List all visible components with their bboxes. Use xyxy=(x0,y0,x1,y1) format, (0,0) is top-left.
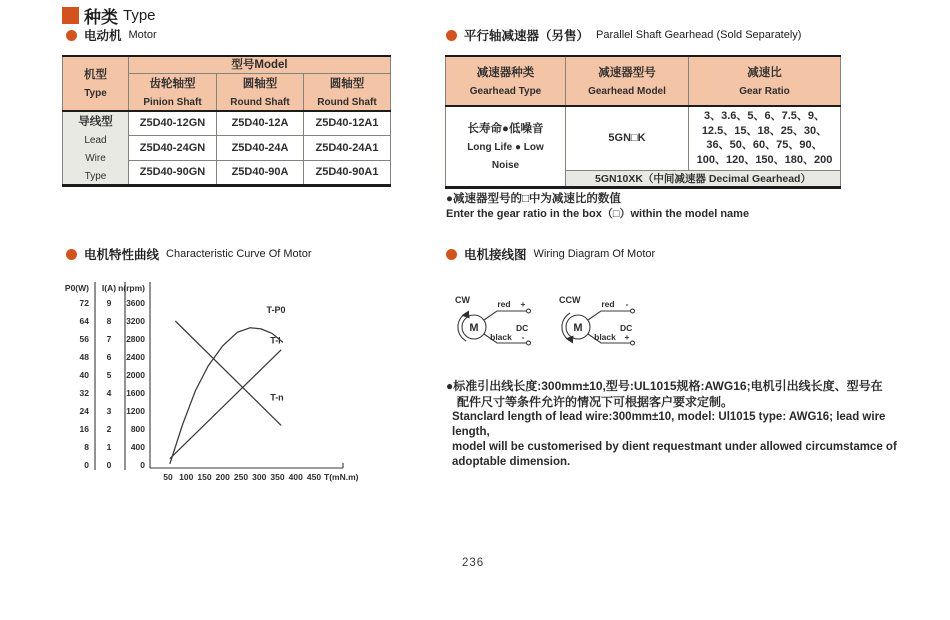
section-title-en: Type xyxy=(123,7,156,24)
y-tick-label: 5 xyxy=(106,370,112,380)
header-pinion-shaft xyxy=(129,73,217,111)
model-cell: Z5D40-90A1 xyxy=(304,160,391,185)
curve-heading xyxy=(66,245,312,263)
bottom-wire-label: black xyxy=(594,332,616,342)
model-cell: Z5D40-24GN xyxy=(129,135,217,160)
row-group-zh: 导线型 xyxy=(78,115,113,128)
x-tick-label: 200 xyxy=(215,472,230,482)
gear-ratio-line: 3、3.6、5、6、7.5、9、 xyxy=(703,110,826,123)
y-tick-label: 1600 xyxy=(126,388,145,398)
x-tick-label: 300 xyxy=(252,472,267,482)
page-number: 236 xyxy=(462,557,485,569)
terminal-icon xyxy=(631,309,635,313)
y-tick-label: 0 xyxy=(140,460,145,470)
header-machine-type-en: Type xyxy=(84,88,107,100)
row-group-en-2: Wire xyxy=(85,152,106,164)
direction-label: CCW xyxy=(559,295,581,305)
header-gear-ratio-en: Gear Ratio xyxy=(739,86,790,97)
series-T-P0 xyxy=(170,328,283,464)
supply-label: DC xyxy=(620,323,633,333)
header-gearhead-type-zh: 减速器种类 xyxy=(476,67,535,79)
y-tick-label: 2 xyxy=(106,424,112,434)
motor-letter: M xyxy=(573,322,583,334)
terminal-icon xyxy=(527,309,531,313)
x-tick-label: 100 xyxy=(179,472,194,482)
wiring-heading-zh: 电机接线图 xyxy=(464,248,527,262)
header-gearhead-type-en: Gearhead Type xyxy=(469,86,542,97)
note-line-en: Stanclard length of lead wire:300mm±10, model: Ul1015 type: AWG16; lead wire length, xyxy=(452,411,886,438)
header-gearhead-type xyxy=(446,56,566,106)
gearhead-heading-zh: 平行轴减速器（另售） xyxy=(464,29,590,43)
rotation-arrowhead-icon xyxy=(566,336,574,344)
y-tick-label: 64 xyxy=(79,316,89,326)
wiring-diagram-svg xyxy=(452,290,662,358)
model-cell: Z5D40-24A1 xyxy=(304,135,391,160)
series-label: T-I xyxy=(270,335,281,346)
gearhead-type-zh: 长寿命●低噪音 xyxy=(467,123,544,136)
x-tick-label: 400 xyxy=(288,472,303,482)
direction-label: CW xyxy=(455,295,470,305)
bottom-polarity: - xyxy=(521,332,525,342)
gear-ratio-cell xyxy=(689,106,841,170)
top-wire-label: red xyxy=(601,299,615,309)
row-group-lead-wire-type xyxy=(63,111,129,186)
orange-bullet-icon xyxy=(446,30,457,41)
series-label: T-P0 xyxy=(266,305,286,316)
gearhead-type-cell xyxy=(446,106,566,187)
y-tick-label: 8 xyxy=(84,442,89,452)
y-tick-label: 8 xyxy=(106,316,112,326)
y-axis-title: I(A) xyxy=(101,283,117,293)
note-line-en: model will be customerised by dient requestmant under allowed circumstamce of xyxy=(452,441,897,453)
curve-heading-zh: 电机特性曲线 xyxy=(84,248,160,262)
header-pinion-shaft-zh: 齿轮轴型 xyxy=(149,77,196,90)
note-line-zh: 配件尺寸等条件允许的情况下可根据客户要求定制。 xyxy=(457,395,734,409)
curve-heading-en: Characteristic Curve Of Motor xyxy=(166,248,312,260)
section-title-zh: 种类 xyxy=(84,8,118,27)
y-tick-label: 2400 xyxy=(126,352,145,362)
x-tick-label: 150 xyxy=(197,472,212,482)
model-cell: Z5D40-12A xyxy=(217,111,304,136)
y-tick-label: 9 xyxy=(106,298,112,308)
orange-bullet-icon xyxy=(66,30,77,41)
bottom-wire-label: black xyxy=(490,332,512,342)
note-line-zh: ●标准引出线长度:300mm±10,型号:UL1015规格:AWG16;电机引出线长度、型号在 xyxy=(446,379,883,393)
x-tick-label: 50 xyxy=(163,472,173,482)
gearhead-type-en-1: Long Life ● Low xyxy=(467,142,544,154)
wiring-diagram-ccw xyxy=(559,295,635,345)
top-wire xyxy=(588,311,630,320)
header-round-shaft-1 xyxy=(217,73,304,111)
y-tick-label: 48 xyxy=(79,352,89,362)
table-row xyxy=(446,106,841,170)
header-model: 型号Model xyxy=(129,56,391,73)
y-tick-label: 1200 xyxy=(126,406,145,416)
gear-ratio-line: 100、120、150、180、200 xyxy=(696,153,833,166)
series-label: T-n xyxy=(270,392,284,403)
header-gearhead-model xyxy=(566,56,689,106)
header-round-shaft-1-en: Round Shaft xyxy=(230,96,290,108)
rotation-arrowhead-icon xyxy=(462,311,470,319)
y-tick-label: 72 xyxy=(79,298,89,308)
bottom-polarity: + xyxy=(624,332,630,342)
note-line-en: adoptable dimension. xyxy=(452,456,571,468)
model-cell: Z5D40-90A xyxy=(217,160,304,185)
gearhead-note xyxy=(446,191,866,222)
y-tick-label: 3200 xyxy=(126,316,145,326)
model-cell: Z5D40-12GN xyxy=(129,111,217,136)
wiring-heading-en: Wiring Diagram Of Motor xyxy=(533,248,656,260)
gearhead-heading-en: Parallel Shaft Gearhead (Sold Separately) xyxy=(596,29,802,41)
header-machine-type-zh: 机型 xyxy=(84,69,107,82)
y-tick-label: 2800 xyxy=(126,334,145,344)
y-tick-label: 0 xyxy=(106,460,112,470)
wiring-diagram-cw xyxy=(455,295,531,345)
motor-letter: M xyxy=(469,322,479,334)
orange-bullet-icon xyxy=(446,249,457,260)
header-gear-ratio xyxy=(689,56,841,106)
y-tick-label: 6 xyxy=(106,352,112,362)
y-tick-label: 1 xyxy=(106,442,112,452)
y-tick-label: 3600 xyxy=(126,298,145,308)
gear-ratio-line: 36、50、60、75、90、 xyxy=(706,139,823,152)
y-tick-label: 400 xyxy=(130,442,145,452)
model-cell: Z5D40-12A1 xyxy=(304,111,391,136)
y-tick-label: 2000 xyxy=(126,370,145,380)
motor-heading-en: Motor xyxy=(128,29,157,41)
y-tick-label: 56 xyxy=(79,334,89,344)
gearhead-table xyxy=(445,55,841,189)
section-title xyxy=(62,3,156,28)
gearhead-note-en: Enter the gear ratio in the box（□）within the model name xyxy=(446,208,750,220)
gearhead-note-zh: ●减速器型号的□中为减速比的数值 xyxy=(446,193,621,205)
header-pinion-shaft-en: Pinion Shaft xyxy=(143,96,202,108)
y-tick-label: 0 xyxy=(84,460,89,470)
orange-bullet-icon xyxy=(66,249,77,260)
top-wire xyxy=(484,311,526,320)
y-axis-title: P0(W) xyxy=(64,283,89,293)
motor-heading-zh: 电动机 xyxy=(84,29,122,43)
gearhead-type-en-2: Noise xyxy=(491,160,520,172)
series-T-I xyxy=(170,350,281,459)
header-gearhead-model-en: Gearhead Model xyxy=(588,86,666,97)
y-tick-label: 3 xyxy=(106,406,112,416)
model-cell: Z5D40-24A xyxy=(217,135,304,160)
header-gearhead-model-zh: 减速器型号 xyxy=(598,67,656,79)
y-tick-label: 7 xyxy=(106,334,112,344)
top-polarity: + xyxy=(520,299,526,309)
header-round-shaft-2-en: Round Shaft xyxy=(317,96,377,108)
series-T-n xyxy=(175,321,281,425)
terminal-icon xyxy=(527,341,531,345)
motor-model-table xyxy=(62,55,391,187)
x-axis-title: T(mN.m) xyxy=(324,472,359,482)
y-tick-label: 800 xyxy=(130,424,145,434)
characteristic-curve-svg xyxy=(58,278,408,490)
top-wire-label: red xyxy=(497,299,511,309)
table-row xyxy=(63,111,391,136)
x-tick-label: 350 xyxy=(270,472,285,482)
motor-heading xyxy=(66,26,157,44)
y-tick-label: 40 xyxy=(79,370,89,380)
header-gear-ratio-zh: 减速比 xyxy=(747,67,782,79)
terminal-icon xyxy=(631,341,635,345)
top-polarity: - xyxy=(625,299,629,309)
header-round-shaft-1-zh: 圆轴型 xyxy=(242,77,278,90)
y-tick-label: 16 xyxy=(79,424,89,434)
supply-label: DC xyxy=(516,323,529,333)
y-tick-label: 4 xyxy=(106,388,112,398)
row-group-en-3: Type xyxy=(84,170,107,182)
orange-square-icon xyxy=(62,7,79,24)
y-tick-label: 32 xyxy=(79,388,89,398)
decimal-gearhead-cell: 5GN10XK（中间减速器 Decimal Gearhead） xyxy=(566,170,841,187)
x-tick-label: 450 xyxy=(306,472,322,482)
y-tick-label: 24 xyxy=(79,406,89,416)
model-cell: Z5D40-90GN xyxy=(129,160,217,185)
row-group-en-1: Lead xyxy=(84,134,107,146)
gear-ratio-line: 12.5、15、18、25、30、 xyxy=(701,124,828,137)
header-machine-type xyxy=(63,56,129,111)
x-tick-label: 250 xyxy=(233,472,249,482)
gearhead-model-cell: 5GN□K xyxy=(566,106,689,170)
lead-wire-note xyxy=(446,378,926,470)
gearhead-heading xyxy=(446,26,801,44)
header-round-shaft-2 xyxy=(304,73,391,111)
wiring-heading xyxy=(446,245,655,263)
y-axis-title: n(rpm) xyxy=(118,283,145,293)
header-round-shaft-2-zh: 圆轴型 xyxy=(329,77,365,90)
